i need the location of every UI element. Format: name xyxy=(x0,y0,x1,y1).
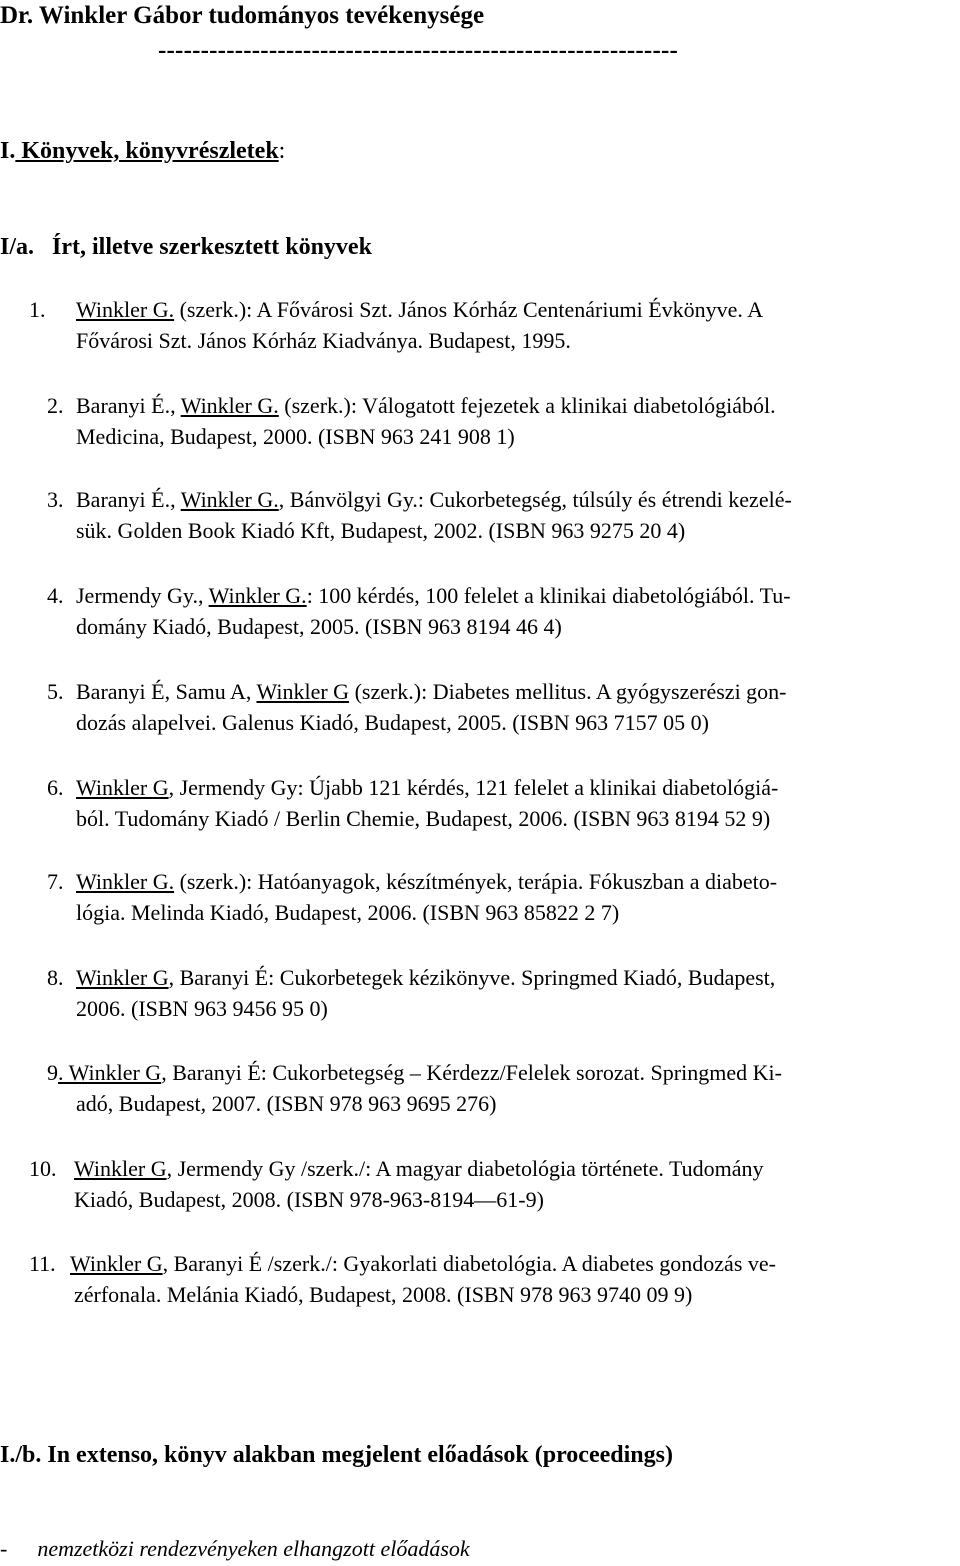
entry-author-before: Jermendy Gy., xyxy=(76,583,209,608)
entry-number: 8. xyxy=(47,965,64,990)
entry-text xyxy=(76,390,776,452)
entry-author-link: Winkler G. xyxy=(180,393,279,418)
entry-text xyxy=(76,294,763,356)
entry-line1-rest: , Jermendy Gy: Újabb 121 kérdés, 121 felelet a klinikai diabetológiá- xyxy=(168,775,779,800)
entry-number: 5. xyxy=(47,679,64,704)
entry-author-before: Baranyi É, Samu A, xyxy=(76,679,257,704)
entry-line1-rest: , Jermendy Gy /szerk./: A magyar diabetológia története. Tudomány xyxy=(166,1156,764,1181)
entry-line2: zérfonala. Melánia Kiadó, Budapest, 2008. (ISBN 978 963 9740 09 9) xyxy=(74,1282,693,1307)
section-heading-ia xyxy=(0,232,372,262)
entry-number: 11. xyxy=(29,1251,56,1276)
entry-line2: adó, Budapest, 2007. (ISBN 978 963 9695 276) xyxy=(76,1091,497,1116)
entry-line1-rest: (szerk.): Hatóanyagok, készítmények, terápia. Fókuszban a diabeto- xyxy=(174,869,778,894)
section-i-label: I. xyxy=(0,138,16,164)
document-title: Dr. Winkler Gábor tudományos tevékenysége xyxy=(0,2,485,29)
entry-text xyxy=(76,866,777,928)
entry-line1-rest: , Baranyi É: Cukorbetegség – Kérdezz/Felelek sorozat. Springmed Ki- xyxy=(161,1060,782,1085)
entry-number: 4. xyxy=(47,583,64,608)
subsection-line xyxy=(0,1534,470,1564)
entry-line1-rest: (szerk.): Diabetes mellitus. A gyógyszerészi gon- xyxy=(349,679,787,704)
entry-line2: domány Kiadó, Budapest, 2005. (ISBN 963 8194 46 4) xyxy=(76,614,562,639)
section-heading-i xyxy=(0,136,285,166)
entry-line2: Kiadó, Budapest, 2008. (ISBN 978-963-8194—61-9) xyxy=(74,1187,544,1212)
entry-line2: Fővárosi Szt. János Kórház Kiadványa. Budapest, 1995. xyxy=(76,328,571,353)
entry-author-link: Winkler G. xyxy=(208,583,307,608)
subsection-bullet: - xyxy=(0,1536,8,1561)
entry-line2: Medicina, Budapest, 2000. (ISBN 963 241 908 1) xyxy=(76,424,515,449)
entry-author-link: Winkler G. xyxy=(76,869,175,894)
entry-author-link: Winkler G xyxy=(76,965,169,990)
entry-number: 9 xyxy=(47,1060,58,1085)
entry-author-link: Winkler G xyxy=(74,1156,167,1181)
title-rule: ------------------------------------------------------------- xyxy=(158,37,679,64)
entry-line2: 2006. (ISBN 963 9456 95 0) xyxy=(76,996,328,1021)
section-ib-title: In extenso, könyv alakban megjelent előadások (proceedings) xyxy=(41,1442,673,1468)
section-ia-label: I/a. xyxy=(0,234,35,260)
entry-author-link: Winkler G xyxy=(76,775,169,800)
entry-line2: ból. Tudomány Kiadó / Berlin Chemie, Budapest, 2006. (ISBN 963 8194 52 9) xyxy=(76,806,771,831)
section-ia-title: Írt, illetve szerkesztett könyvek xyxy=(52,234,372,260)
section-heading-ib xyxy=(0,1440,673,1470)
entry-number: 1. xyxy=(29,297,46,322)
section-ib-label: I./b. xyxy=(0,1442,42,1468)
entry-text xyxy=(76,772,778,834)
entry-author-before: Baranyi É., xyxy=(76,393,181,418)
entry-number: 7. xyxy=(47,869,64,894)
entry-author-before: Baranyi É., xyxy=(76,487,181,512)
entry-text xyxy=(76,962,775,1024)
entry-author-link: . Winkler G xyxy=(58,1060,162,1085)
entry-number: 10. xyxy=(29,1156,57,1181)
entry-text xyxy=(76,676,787,738)
entry-text xyxy=(76,580,791,642)
entry-text xyxy=(58,1057,782,1119)
entry-number: 6. xyxy=(47,775,64,800)
entry-line2: sük. Golden Book Kiadó Kft, Budapest, 2002. (ISBN 963 9275 20 4) xyxy=(76,518,686,543)
entry-line1-rest: (szerk.): A Fővárosi Szt. János Kórház Centenáriumi Évkönyve. A xyxy=(174,297,764,322)
entry-line1-rest: : 100 kérdés, 100 felelet a klinikai diabetológiából. Tu- xyxy=(306,583,791,608)
entry-line1-rest: , Baranyi É /szerk./: Gyakorlati diabetológia. A diabetes gondozás ve- xyxy=(162,1251,776,1276)
entry-line1-rest: , Baranyi É: Cukorbetegek kézikönyve. Springmed Kiadó, Budapest, xyxy=(168,965,776,990)
entry-line2: lógia. Melinda Kiadó, Budapest, 2006. (ISBN 963 85822 2 7) xyxy=(76,900,620,925)
entry-author-link: Winkler G. xyxy=(76,297,175,322)
entry-text xyxy=(74,1153,764,1215)
section-i-colon: : xyxy=(278,138,286,164)
entry-text xyxy=(70,1248,776,1310)
entry-line1-rest: (szerk.): Válogatott fejezetek a klinikai diabetológiából. xyxy=(278,393,776,418)
entry-author-link: Winkler G xyxy=(70,1251,163,1276)
entry-line2: dozás alapelvei. Galenus Kiadó, Budapest, 2005. (ISBN 963 7157 05 0) xyxy=(76,710,709,735)
entry-author-link: Winkler G xyxy=(256,679,350,704)
subsection-text: nemzetközi rendezvényeken elhangzott előadások xyxy=(37,1536,470,1561)
entry-author-link: Winkler G. xyxy=(180,487,279,512)
section-i-title: Könyvek, könyvrészletek xyxy=(15,138,279,164)
entry-text xyxy=(76,484,792,546)
entry-number: 2. xyxy=(47,393,64,418)
entry-line1-rest: , Bánvölgyi Gy.: Cukorbetegség, túlsúly és étrendi kezelé- xyxy=(278,487,792,512)
entry-number: 3. xyxy=(47,487,64,512)
